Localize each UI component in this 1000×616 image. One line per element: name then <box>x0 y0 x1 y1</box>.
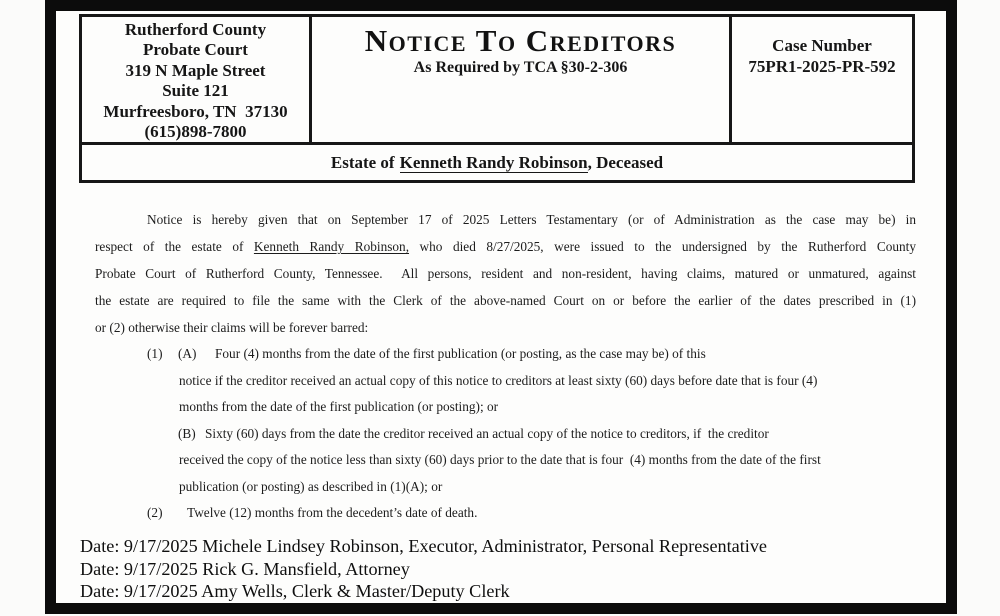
paragraph-line: Notice is hereby given that on September 17 of 2025 Letters Testamentary (or of Administration as the case may be) in <box>147 212 916 227</box>
paragraph-line: the estate are required to file the same with the Clerk of the above-named Court on or before the earlier of the dates prescribed in (1) <box>95 293 916 308</box>
estate-name: Kenneth Randy Robinson <box>399 153 588 172</box>
court-address-line: Suite 121 <box>162 81 229 101</box>
paragraph-line: respect of the estate of Kenneth Randy Robinson, who died 8/27/2025, were issued to the undersigned by the Rutherford County <box>95 239 916 254</box>
list-line: months from the date of the first publication (or posting); or <box>179 399 499 414</box>
estate-prefix: Estate of <box>330 153 395 172</box>
court-address-block <box>82 17 312 142</box>
list-marker: (A) <box>178 346 197 361</box>
notice-subtitle: As Required by TCA §30-2-306 <box>413 59 628 76</box>
paragraph-line: or (2) otherwise their claims will be forever barred: <box>95 320 369 335</box>
court-address-line: (615)898-7800 <box>144 122 247 142</box>
notice-list <box>95 341 916 527</box>
estate-line <box>82 142 912 180</box>
list-line: (2) Twelve (12) months from the decedent’s date of death. <box>95 500 916 527</box>
list-marker: (2) <box>147 505 163 520</box>
signature-date-line: Date: 9/17/2025 Michele Lindsey Robinson, Executor, Administrator, Personal Representative <box>80 536 768 556</box>
case-number-label: Case Number <box>772 36 872 55</box>
notice-body <box>95 206 916 527</box>
notice-title: Notice To Creditors <box>364 23 677 58</box>
signature-date-line: Date: 9/17/2025 Amy Wells, Clerk & Master/Deputy Clerk <box>80 581 510 601</box>
list-marker: (1) <box>147 346 163 361</box>
notice-paragraph <box>95 206 916 341</box>
list-marker: (B) <box>178 425 196 441</box>
header-table <box>79 14 915 183</box>
paragraph-line: Probate Court of Rutherford County, Tennessee. All persons, resident and non-resident, having claims, matured or unmatured, against <box>95 266 916 281</box>
header-row <box>82 17 912 142</box>
estate-suffix: , Deceased <box>587 153 664 172</box>
court-address-line: Probate Court <box>143 40 248 60</box>
list-line: received the copy of the notice less than sixty (60) days prior to the date that is four (4) months from the date of the first <box>179 452 821 467</box>
list-line: (B) Sixty (60) days from the date the creditor received an actual copy of the notice to creditors, if the creditor <box>95 421 916 448</box>
case-number-block <box>729 17 912 142</box>
signature-block <box>80 535 767 603</box>
court-address-line: Rutherford County <box>124 20 267 39</box>
list-line: notice if the creditor received an actual copy of this notice to creditors at least sixty (60) days before date that is four (4) <box>179 372 818 388</box>
list-line: publication (or posting) as described in (1)(A); or <box>179 478 443 494</box>
underlined-text: Kenneth Randy Robinson, <box>253 239 410 254</box>
court-address-line: 319 N Maple Street <box>125 60 266 80</box>
title-block <box>312 17 729 142</box>
case-number-value: 75PR1-2025-PR-592 <box>748 57 896 76</box>
signature-date-line: Date: 9/17/2025 Rick G. Mansfield, Attorney <box>80 558 410 579</box>
list-line: (1) (A) Four (4) months from the date of the first publication (or posting, as the case may be) of this <box>95 341 916 368</box>
court-address-line: Murfreesboro, TN 37130 <box>103 101 288 121</box>
